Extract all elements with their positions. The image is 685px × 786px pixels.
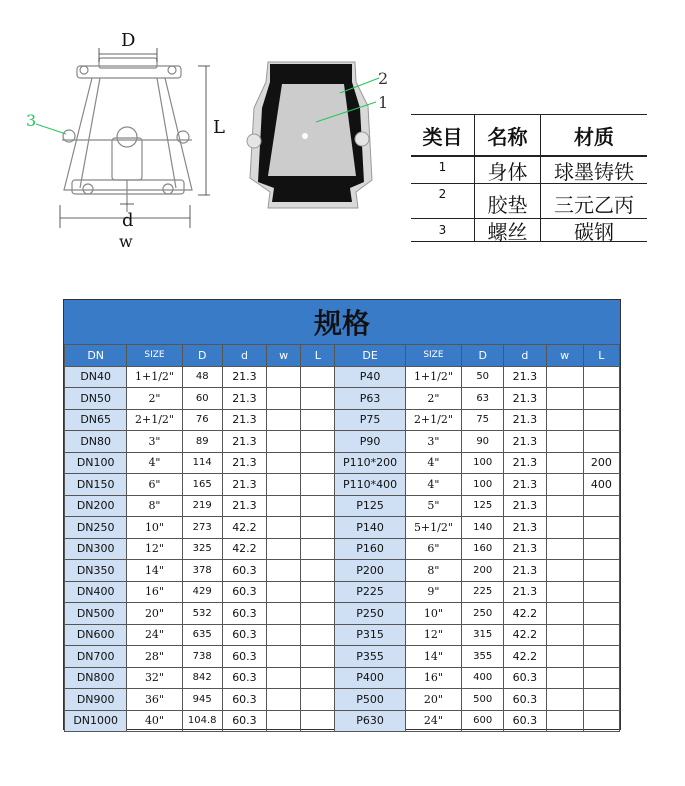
table-cell: 24" <box>405 710 461 732</box>
part-number: 1 <box>411 157 475 183</box>
table-cell <box>546 603 583 625</box>
table-cell: 5+1/2" <box>405 517 461 539</box>
table-cell: 738 <box>182 646 222 668</box>
table-cell: 400 <box>583 474 619 496</box>
technical-drawing <box>0 0 410 290</box>
table-cell: 24" <box>127 624 182 646</box>
table-cell: 100 <box>462 474 504 496</box>
table-cell: 200 <box>462 560 504 582</box>
table-cell <box>583 667 619 689</box>
table-row <box>65 517 620 539</box>
table-cell: 21.3 <box>222 431 266 453</box>
parts-table <box>411 114 647 242</box>
table-cell: 2" <box>127 388 182 410</box>
table-cell <box>583 366 619 388</box>
table-cell <box>583 560 619 582</box>
table-cell <box>583 517 619 539</box>
table-cell: 21.3 <box>504 409 546 431</box>
table-cell: 10" <box>127 517 182 539</box>
table-cell: 32" <box>127 667 182 689</box>
table-row <box>65 710 620 732</box>
table-cell: 10" <box>405 603 461 625</box>
table-cell: 4" <box>405 474 461 496</box>
table-cell: 21.3 <box>222 388 266 410</box>
table-cell <box>267 624 301 646</box>
table-cell: P315 <box>335 624 405 646</box>
table-cell: 9" <box>405 581 461 603</box>
col-header: d <box>222 345 266 367</box>
table-cell <box>301 581 335 603</box>
table-cell <box>267 495 301 517</box>
table-cell <box>301 474 335 496</box>
table-row <box>65 452 620 474</box>
table-cell: 21.3 <box>504 431 546 453</box>
table-cell: DN150 <box>65 474 127 496</box>
parts-header-material: 材质 <box>574 124 614 149</box>
table-cell: P125 <box>335 495 405 517</box>
table-cell: 60.3 <box>504 689 546 711</box>
table-cell: 60.3 <box>222 710 266 732</box>
table-cell <box>546 538 583 560</box>
table-cell <box>583 581 619 603</box>
table-cell: DN65 <box>65 409 127 431</box>
table-cell: DN300 <box>65 538 127 560</box>
table-cell: 5" <box>405 495 461 517</box>
table-cell <box>583 646 619 668</box>
part-material: 三元乙丙 <box>554 193 634 217</box>
table-cell: P40 <box>335 366 405 388</box>
table-row <box>65 624 620 646</box>
part-name: 身体 <box>475 157 541 183</box>
table-cell <box>267 667 301 689</box>
dim-label-w: w <box>119 232 133 251</box>
table-cell: 20" <box>405 689 461 711</box>
table-row <box>65 431 620 453</box>
table-cell: 16" <box>127 581 182 603</box>
table-cell <box>546 581 583 603</box>
spec-table-body <box>65 366 620 732</box>
table-cell: 60.3 <box>222 689 266 711</box>
table-cell: 325 <box>182 538 222 560</box>
table-cell: 4" <box>405 452 461 474</box>
table-cell: 532 <box>182 603 222 625</box>
table-cell <box>267 431 301 453</box>
table-cell: P200 <box>335 560 405 582</box>
table-cell <box>267 452 301 474</box>
table-cell: 21.3 <box>504 560 546 582</box>
table-cell: 60.3 <box>222 603 266 625</box>
table-cell: 16" <box>405 667 461 689</box>
dim-label-D: D <box>121 30 136 51</box>
table-cell <box>267 388 301 410</box>
table-cell <box>301 603 335 625</box>
table-cell: 2+1/2" <box>127 409 182 431</box>
table-cell: 42.2 <box>222 517 266 539</box>
table-row <box>65 646 620 668</box>
dim-label-d: d <box>122 210 134 231</box>
table-cell: 12" <box>127 538 182 560</box>
table-cell: 21.3 <box>504 538 546 560</box>
table-cell <box>267 517 301 539</box>
table-cell: 8" <box>127 495 182 517</box>
table-cell: P630 <box>335 710 405 732</box>
table-cell <box>301 366 335 388</box>
col-header: DN <box>65 345 127 367</box>
table-cell: 60 <box>182 388 222 410</box>
table-cell: 1+1/2" <box>127 366 182 388</box>
table-cell <box>583 603 619 625</box>
table-cell: 100 <box>462 452 504 474</box>
spec-table-grid <box>64 344 620 732</box>
parts-row <box>411 157 647 183</box>
table-cell: 3" <box>405 431 461 453</box>
col-header: SIZE <box>127 345 182 367</box>
spec-table <box>63 299 621 730</box>
col-header: D <box>182 345 222 367</box>
table-cell: P75 <box>335 409 405 431</box>
parts-row <box>411 219 647 241</box>
table-cell: 21.3 <box>222 495 266 517</box>
table-cell: 6" <box>405 538 461 560</box>
col-header: w <box>267 345 301 367</box>
table-cell: P110*200 <box>335 452 405 474</box>
table-cell <box>583 710 619 732</box>
callout-2: 2 <box>378 69 389 88</box>
table-cell <box>301 409 335 431</box>
table-cell: 90 <box>462 431 504 453</box>
table-cell <box>267 603 301 625</box>
table-cell: 160 <box>462 538 504 560</box>
table-cell <box>301 517 335 539</box>
spec-header-row <box>65 345 620 367</box>
table-cell: 28" <box>127 646 182 668</box>
col-header: w <box>546 345 583 367</box>
table-cell: 60.3 <box>222 646 266 668</box>
table-cell: 842 <box>182 667 222 689</box>
table-cell: 21.3 <box>504 581 546 603</box>
table-cell <box>301 452 335 474</box>
table-cell: 400 <box>462 667 504 689</box>
table-cell: 89 <box>182 431 222 453</box>
table-cell: DN80 <box>65 431 127 453</box>
col-header: L <box>583 345 619 367</box>
table-cell: 21.3 <box>504 517 546 539</box>
table-cell: 140 <box>462 517 504 539</box>
table-cell: DN600 <box>65 624 127 646</box>
table-cell: 21.3 <box>504 474 546 496</box>
table-cell: 1+1/2" <box>405 366 461 388</box>
table-cell: P90 <box>335 431 405 453</box>
table-cell: 2+1/2" <box>405 409 461 431</box>
callout-1: 1 <box>378 93 389 112</box>
table-cell <box>546 452 583 474</box>
table-cell <box>546 689 583 711</box>
table-cell: DN1000 <box>65 710 127 732</box>
col-header: DE <box>335 345 405 367</box>
table-cell: 75 <box>462 409 504 431</box>
table-cell: 50 <box>462 366 504 388</box>
cross-section-view <box>247 62 372 208</box>
table-cell: P355 <box>335 646 405 668</box>
table-cell: 14" <box>405 646 461 668</box>
table-cell: 3" <box>127 431 182 453</box>
table-cell <box>267 689 301 711</box>
part-material: 球墨铸铁 <box>554 159 634 183</box>
table-cell: DN500 <box>65 603 127 625</box>
part-name: 胶垫 <box>475 184 541 218</box>
part-material: 碳钢 <box>574 219 614 241</box>
table-row <box>65 409 620 431</box>
table-cell: 40" <box>127 710 182 732</box>
table-cell: 8" <box>405 560 461 582</box>
table-cell <box>267 560 301 582</box>
table-cell <box>301 538 335 560</box>
table-cell: 21.3 <box>504 366 546 388</box>
table-cell <box>583 624 619 646</box>
table-row <box>65 538 620 560</box>
table-cell: 42.2 <box>504 646 546 668</box>
table-cell <box>301 388 335 410</box>
table-cell: DN200 <box>65 495 127 517</box>
spec-table-title: 规格 <box>64 300 620 345</box>
table-cell: DN900 <box>65 689 127 711</box>
table-cell: 250 <box>462 603 504 625</box>
table-cell: 60.3 <box>222 581 266 603</box>
table-row <box>65 366 620 388</box>
parts-header-name: 名称 <box>475 115 541 155</box>
dim-label-L: L <box>213 117 225 138</box>
table-cell: 21.3 <box>222 409 266 431</box>
col-header: D <box>462 345 504 367</box>
table-cell <box>546 409 583 431</box>
table-cell <box>301 689 335 711</box>
table-cell <box>583 538 619 560</box>
table-cell: P140 <box>335 517 405 539</box>
table-cell: DN400 <box>65 581 127 603</box>
table-cell <box>267 646 301 668</box>
table-cell: P500 <box>335 689 405 711</box>
front-view-outline <box>62 58 192 212</box>
table-cell: DN350 <box>65 560 127 582</box>
table-cell: 21.3 <box>504 495 546 517</box>
table-cell: 600 <box>462 710 504 732</box>
table-cell: 42.2 <box>504 624 546 646</box>
table-cell: 2" <box>405 388 461 410</box>
table-cell: 125 <box>462 495 504 517</box>
table-cell: P250 <box>335 603 405 625</box>
table-cell: 63 <box>462 388 504 410</box>
table-cell: 60.3 <box>504 710 546 732</box>
col-header: d <box>504 345 546 367</box>
table-cell: 500 <box>462 689 504 711</box>
parts-header-category: 类目 <box>411 115 475 155</box>
table-cell <box>546 667 583 689</box>
table-cell: P400 <box>335 667 405 689</box>
callout-3: 3 <box>26 111 37 130</box>
table-row <box>65 667 620 689</box>
table-cell: 21.3 <box>222 452 266 474</box>
table-cell: 12" <box>405 624 461 646</box>
table-row <box>65 474 620 496</box>
table-cell <box>546 624 583 646</box>
table-cell <box>301 624 335 646</box>
part-number: 2 <box>411 184 475 218</box>
table-cell: 945 <box>182 689 222 711</box>
table-cell <box>301 646 335 668</box>
table-cell <box>301 495 335 517</box>
table-cell: 21.3 <box>222 474 266 496</box>
table-cell: 76 <box>182 409 222 431</box>
table-cell: 21.3 <box>222 366 266 388</box>
table-cell: 429 <box>182 581 222 603</box>
table-cell: 219 <box>182 495 222 517</box>
table-cell: 21.3 <box>504 388 546 410</box>
table-cell: 225 <box>462 581 504 603</box>
table-cell: DN700 <box>65 646 127 668</box>
table-cell <box>546 646 583 668</box>
part-name: 螺丝 <box>475 219 541 241</box>
table-cell: 165 <box>182 474 222 496</box>
table-cell: 104.8 <box>182 710 222 732</box>
table-cell <box>546 560 583 582</box>
table-cell: 42.2 <box>504 603 546 625</box>
table-cell: 60.3 <box>504 667 546 689</box>
col-header: L <box>301 345 335 367</box>
table-cell: DN50 <box>65 388 127 410</box>
table-cell <box>301 431 335 453</box>
table-cell: 21.3 <box>504 452 546 474</box>
table-cell: 273 <box>182 517 222 539</box>
table-cell: DN800 <box>65 667 127 689</box>
part-number: 3 <box>411 219 475 241</box>
parts-row <box>411 184 647 218</box>
table-cell: 36" <box>127 689 182 711</box>
table-cell <box>267 409 301 431</box>
table-cell: 635 <box>182 624 222 646</box>
table-cell <box>583 388 619 410</box>
table-cell <box>546 710 583 732</box>
table-cell: 42.2 <box>222 538 266 560</box>
table-cell: 378 <box>182 560 222 582</box>
table-row <box>65 689 620 711</box>
table-cell: 48 <box>182 366 222 388</box>
table-cell: DN40 <box>65 366 127 388</box>
table-row <box>65 495 620 517</box>
table-cell: 315 <box>462 624 504 646</box>
table-cell: P63 <box>335 388 405 410</box>
table-cell: 200 <box>583 452 619 474</box>
table-cell <box>301 710 335 732</box>
table-cell <box>546 517 583 539</box>
table-row <box>65 388 620 410</box>
table-cell <box>583 431 619 453</box>
table-row <box>65 603 620 625</box>
parts-header-row <box>411 115 647 155</box>
table-cell <box>267 474 301 496</box>
table-cell: 60.3 <box>222 667 266 689</box>
table-cell: 355 <box>462 646 504 668</box>
table-cell <box>301 560 335 582</box>
table-cell <box>267 581 301 603</box>
table-cell <box>546 366 583 388</box>
table-cell: 114 <box>182 452 222 474</box>
table-cell <box>546 388 583 410</box>
table-cell: DN100 <box>65 452 127 474</box>
table-cell <box>583 409 619 431</box>
table-cell <box>267 710 301 732</box>
table-cell: 14" <box>127 560 182 582</box>
table-cell: 60.3 <box>222 560 266 582</box>
table-cell <box>546 495 583 517</box>
table-cell <box>583 689 619 711</box>
col-header: SIZE <box>405 345 461 367</box>
table-row <box>65 560 620 582</box>
table-cell: P110*400 <box>335 474 405 496</box>
table-cell <box>546 474 583 496</box>
table-cell: 60.3 <box>222 624 266 646</box>
table-cell: 6" <box>127 474 182 496</box>
table-cell <box>301 667 335 689</box>
table-cell: 4" <box>127 452 182 474</box>
table-cell: P160 <box>335 538 405 560</box>
table-cell: 20" <box>127 603 182 625</box>
table-row <box>65 581 620 603</box>
table-cell <box>583 495 619 517</box>
table-cell: DN250 <box>65 517 127 539</box>
table-cell <box>267 366 301 388</box>
table-cell <box>267 538 301 560</box>
table-cell: P225 <box>335 581 405 603</box>
table-cell <box>546 431 583 453</box>
